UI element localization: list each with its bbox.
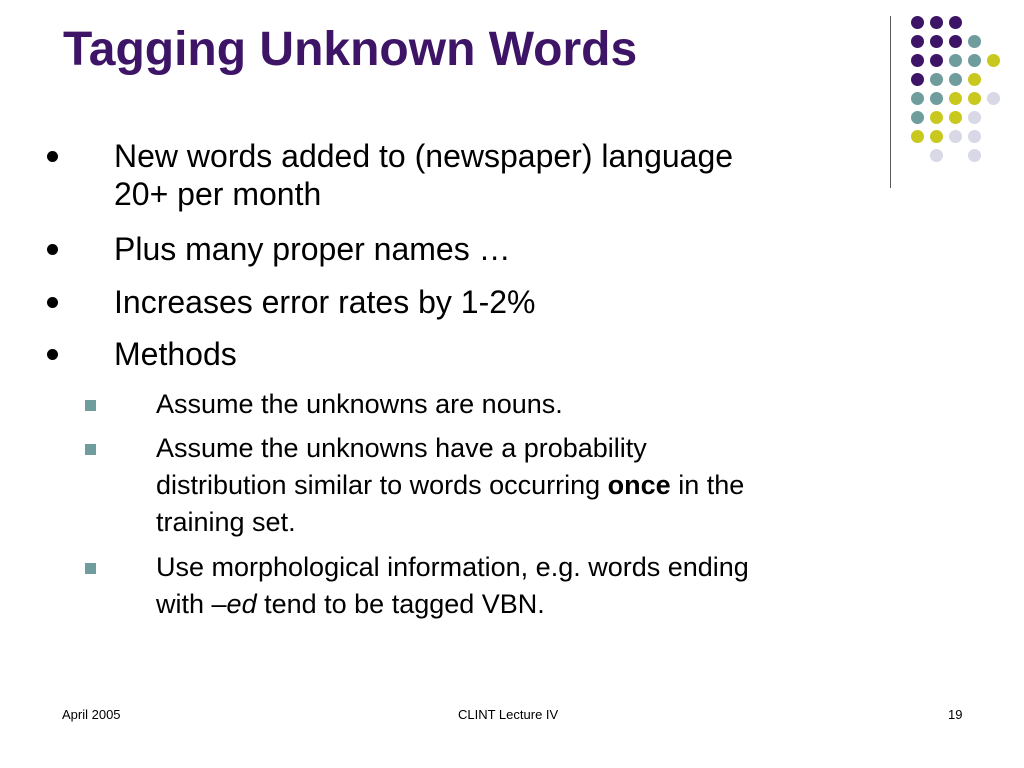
- text-run: distribution similar to words occurring: [156, 470, 608, 500]
- dot: [968, 92, 981, 105]
- dot: [949, 73, 962, 86]
- dot: [930, 111, 943, 124]
- dot: [911, 54, 924, 67]
- dot: [911, 73, 924, 86]
- dot: [949, 54, 962, 67]
- text-run: with –: [156, 589, 227, 619]
- footer-title: CLINT Lecture IV: [458, 707, 559, 722]
- dot: [930, 130, 943, 143]
- bullet-methods: [114, 335, 237, 373]
- bullet-error-rates: [114, 283, 536, 321]
- footer-date: April 2005: [62, 707, 121, 722]
- dot: [949, 111, 962, 124]
- dot: [987, 54, 1000, 67]
- dot: [911, 92, 924, 105]
- emphasis-once: once: [607, 470, 671, 500]
- dot: [968, 130, 981, 143]
- bullet-text: New words added to (newspaper) language: [114, 138, 734, 174]
- text-run: tend to be tagged VBN.: [256, 589, 545, 619]
- dot: [911, 130, 924, 143]
- dot: [911, 111, 924, 124]
- decorative-divider: [890, 16, 891, 188]
- dot: [930, 54, 943, 67]
- dot: [930, 149, 943, 162]
- sub-bullet-text: Assume the unknowns are nouns.: [156, 389, 563, 419]
- dot: [968, 149, 981, 162]
- emphasis-ed: ed: [226, 589, 257, 619]
- dot: [930, 16, 943, 29]
- bullet-proper-names: [114, 230, 511, 268]
- dot: [949, 35, 962, 48]
- bullet-text: Increases error rates by 1-2%: [114, 284, 536, 320]
- sub-bullet-text: Use morphological information, e.g. words ending: [156, 552, 749, 582]
- sub-bullet-text: training set.: [156, 507, 296, 537]
- slide-title: Tagging Unknown Words: [63, 23, 638, 76]
- dot: [930, 35, 943, 48]
- bullet-text: Methods: [114, 336, 237, 372]
- footer-page-number: 19: [948, 707, 963, 722]
- dot: [930, 73, 943, 86]
- sub-bullet-nouns: [156, 386, 563, 423]
- dot: [968, 35, 981, 48]
- sub-bullet-text: [156, 467, 744, 504]
- dot: [930, 92, 943, 105]
- dot: [987, 92, 1000, 105]
- dot: [968, 54, 981, 67]
- sub-bullet-probability: [156, 430, 744, 541]
- dot: [911, 16, 924, 29]
- sub-bullet-text: Assume the unknowns have a probability: [156, 433, 647, 463]
- dot: [949, 130, 962, 143]
- sub-bullet-morphology: [156, 549, 749, 623]
- text-run: in the: [670, 470, 745, 500]
- dot: [949, 16, 962, 29]
- bullet-text: Plus many proper names …: [114, 231, 511, 267]
- sub-bullet-text: [156, 586, 749, 623]
- dot: [949, 92, 962, 105]
- bullet-text: 20+ per month: [114, 176, 322, 212]
- dot: [968, 73, 981, 86]
- dot: [911, 35, 924, 48]
- dot: [968, 111, 981, 124]
- bullet-new-words: [114, 137, 733, 213]
